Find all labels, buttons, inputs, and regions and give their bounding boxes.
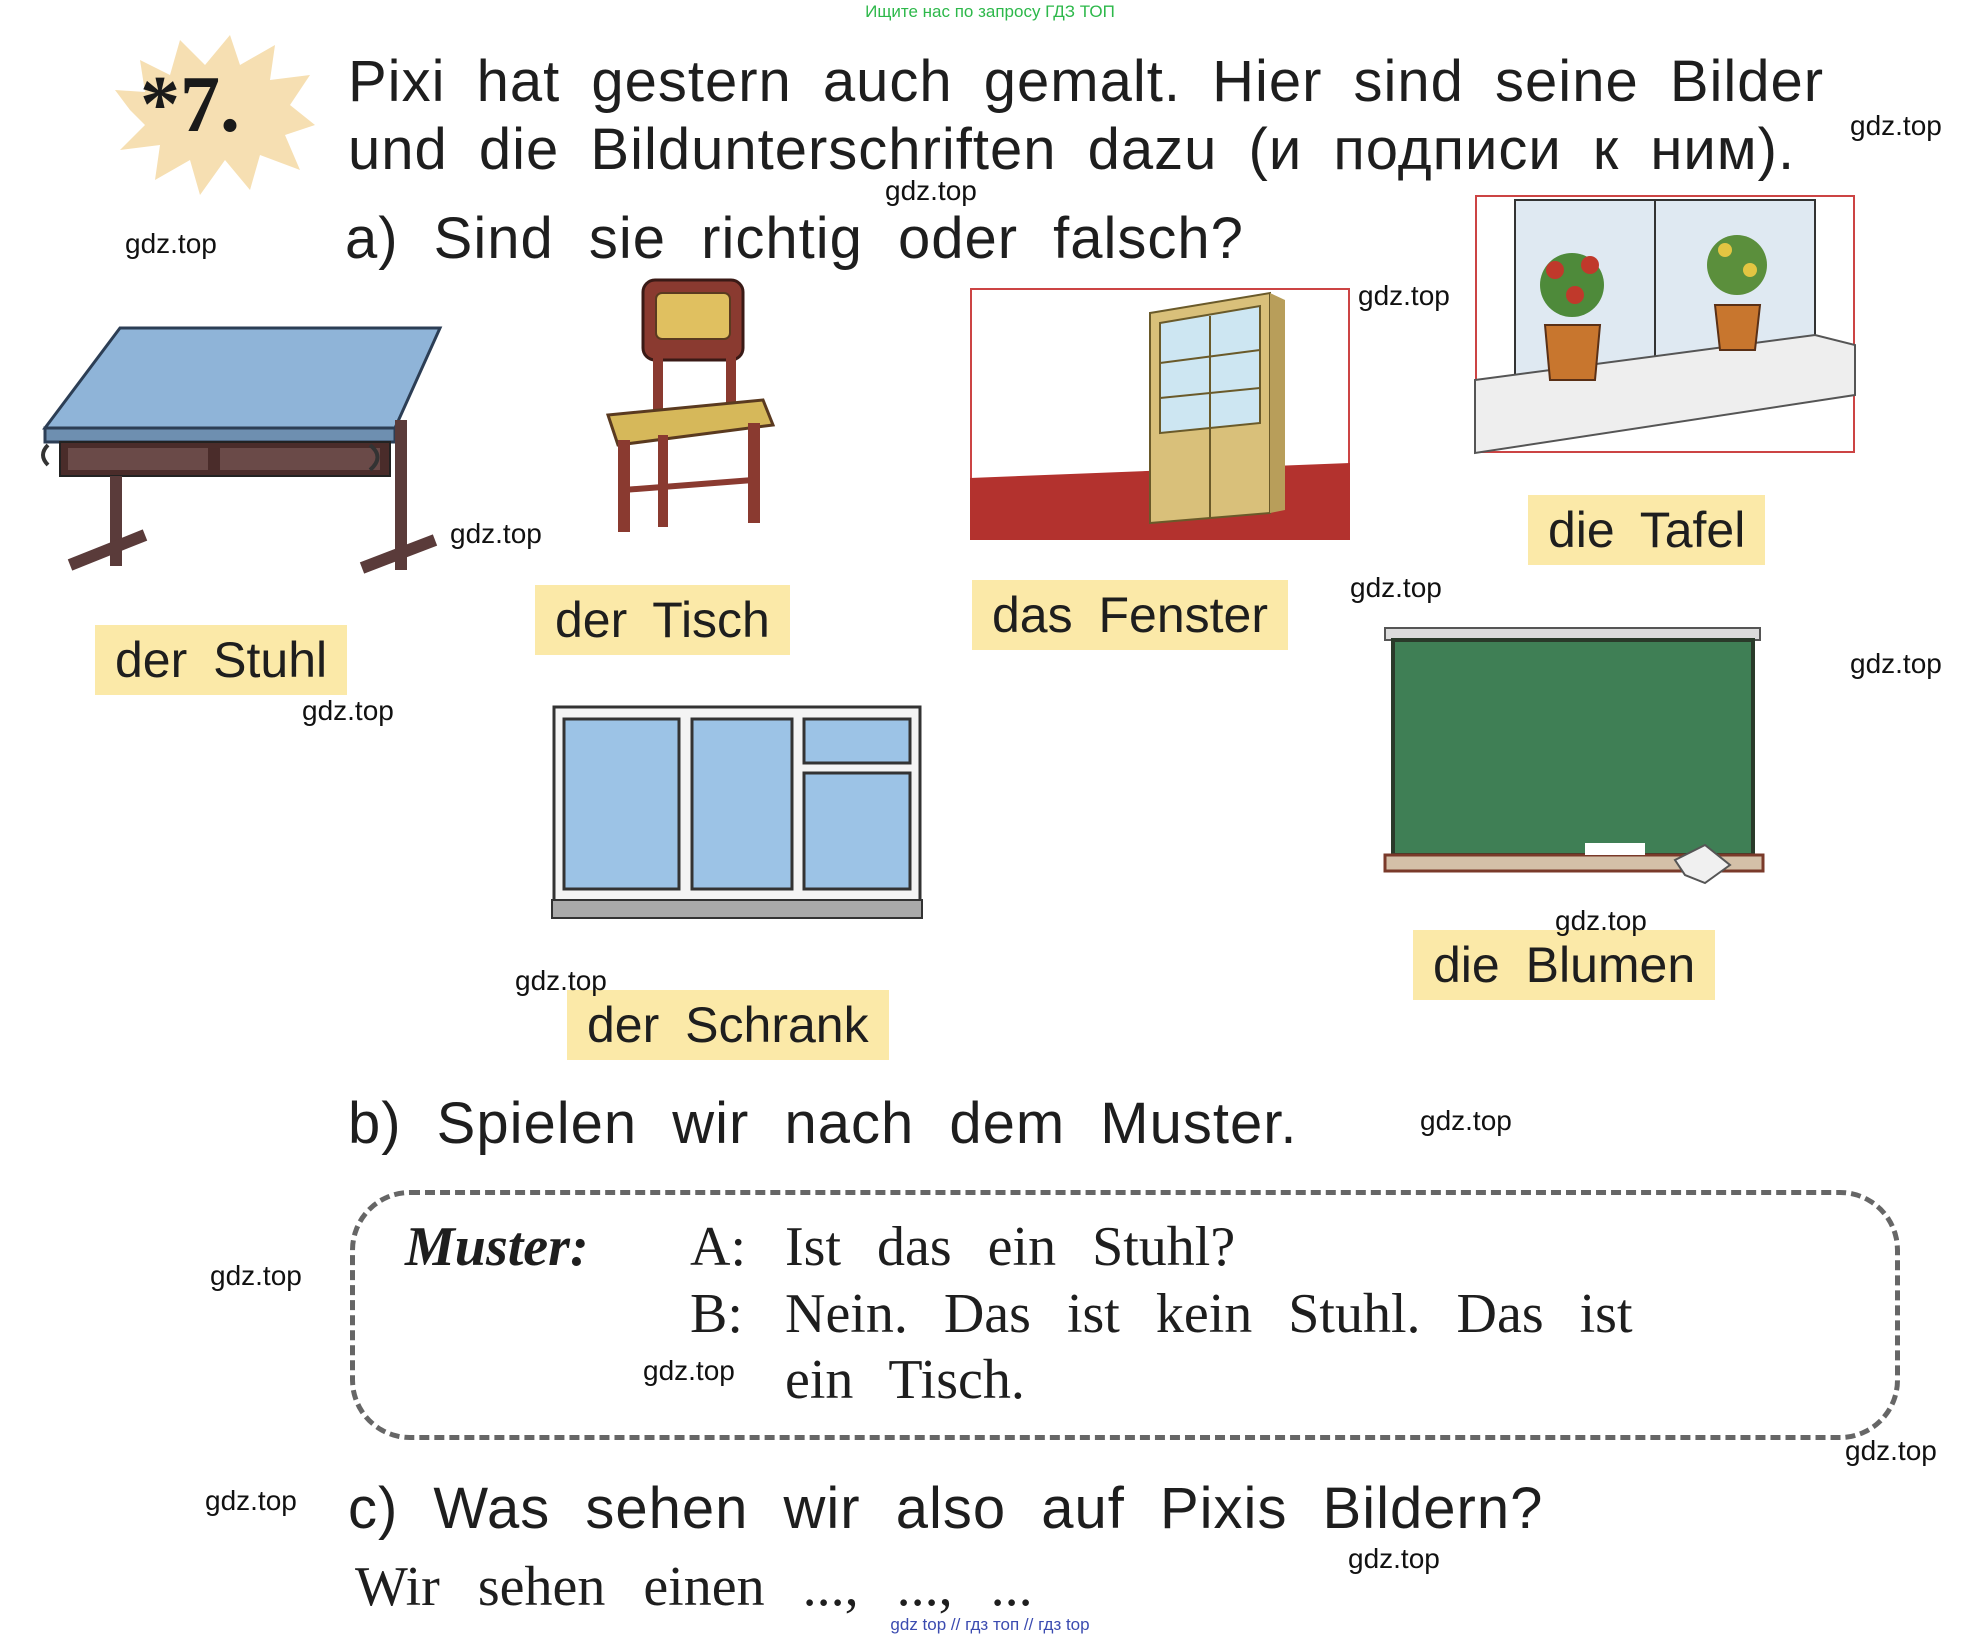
muster-a-text: Ist das ein Stuhl? — [785, 1216, 1236, 1278]
watermark: gdz.top — [1348, 1543, 1440, 1574]
task-c: c) Was sehen wir also auf Pixis Bildern? — [348, 1476, 1544, 1541]
chalkboard-picture — [1385, 625, 1765, 885]
watermark: gdz.top — [1555, 905, 1647, 936]
answer-start: Wir sehen einen ..., ..., ... — [355, 1556, 1033, 1618]
muster-b-text-1: Nein. Das ist kein Stuhl. Das ist — [785, 1283, 1633, 1345]
watermark: gdz.top — [450, 518, 542, 549]
intro-line-2: und die Bildunterschriften dazu (и подписи к ним). — [348, 117, 1796, 182]
cabinet-picture — [970, 288, 1350, 540]
caption-das-fenster: das Fenster — [972, 580, 1288, 650]
footer-note[interactable]: gdz top // гдз топ // гдз top — [890, 1615, 1090, 1634]
watermark: gdz.top — [885, 175, 977, 206]
task-a: a) Sind sie richtig oder falsch? — [345, 206, 1244, 271]
header-note[interactable]: Ищите нас по запросу ГДЗ ТОП — [865, 2, 1115, 21]
watermark: gdz.top — [515, 965, 607, 996]
watermark: gdz.top — [125, 228, 217, 259]
watermark: gdz.top — [205, 1485, 297, 1516]
exercise-number: *7. — [140, 61, 240, 149]
watermark: gdz.top — [1420, 1105, 1512, 1136]
watermark: gdz.top — [643, 1355, 735, 1386]
watermark: gdz.top — [302, 695, 394, 726]
caption-die-tafel: die Tafel — [1528, 495, 1765, 565]
caption-die-blumen: die Blumen — [1413, 930, 1715, 1000]
muster-a-label: A: — [690, 1216, 746, 1278]
caption-der-stuhl: der Stuhl — [95, 625, 347, 695]
exercise-intro — [348, 48, 1824, 184]
muster-title: Muster: — [405, 1216, 589, 1278]
caption-der-schrank: der Schrank — [567, 990, 889, 1060]
desk-picture — [40, 320, 450, 580]
watermark: gdz.top — [1850, 648, 1942, 679]
muster-b-text-2: ein Tisch. — [785, 1349, 1025, 1411]
watermark: gdz.top — [1358, 280, 1450, 311]
muster-b-label: B: — [690, 1283, 743, 1345]
intro-line-1: Pixi hat gestern auch gemalt. Hier sind seine Bilder — [348, 49, 1825, 114]
caption-der-tisch: der Tisch — [535, 585, 790, 655]
watermark: gdz.top — [210, 1260, 302, 1291]
watermark: gdz.top — [1845, 1435, 1937, 1466]
task-b: b) Spielen wir nach dem Muster. — [348, 1091, 1298, 1156]
chair-picture — [598, 275, 773, 535]
watermark: gdz.top — [1350, 572, 1442, 603]
window-picture — [552, 705, 922, 920]
flower-window-picture — [1475, 195, 1855, 453]
watermark: gdz.top — [1850, 110, 1942, 141]
